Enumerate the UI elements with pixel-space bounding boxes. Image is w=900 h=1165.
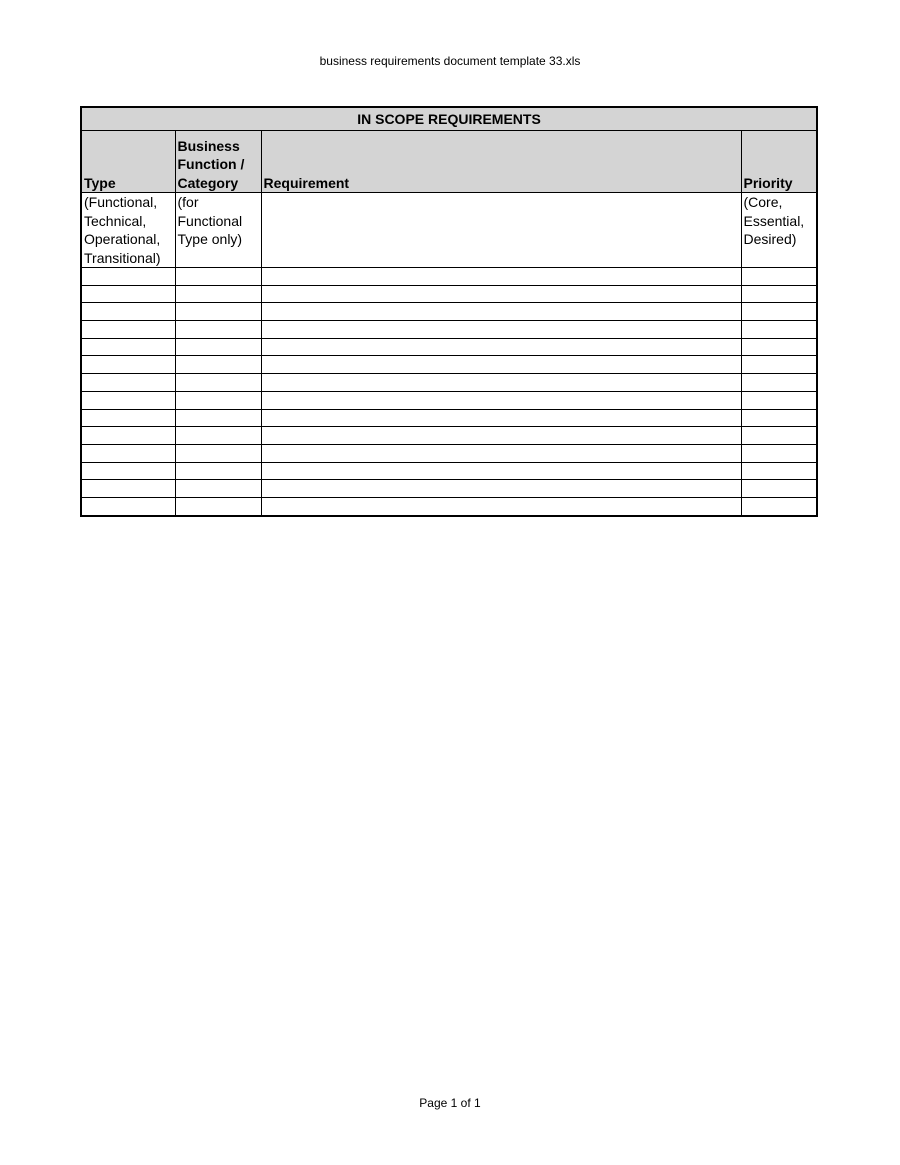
table-cell-requirement[interactable]	[261, 497, 741, 515]
table-cell-priority[interactable]	[741, 374, 817, 392]
table-row	[81, 303, 817, 321]
table-cell-type[interactable]	[81, 321, 175, 339]
table-row	[81, 285, 817, 303]
table-cell-priority[interactable]	[741, 427, 817, 445]
table-cell-business-function[interactable]	[175, 303, 261, 321]
table-cell-priority[interactable]	[741, 444, 817, 462]
table-row	[81, 409, 817, 427]
table-cell-requirement[interactable]	[261, 480, 741, 498]
table-cell-priority[interactable]	[741, 321, 817, 339]
table-cell-business-function[interactable]	[175, 338, 261, 356]
table-row	[81, 497, 817, 515]
column-description-priority: (Core, Essential, Desired)	[741, 193, 817, 268]
column-header-priority: Priority	[741, 131, 817, 193]
page-number: Page 1 of 1	[419, 1096, 481, 1110]
table-cell-requirement[interactable]	[261, 391, 741, 409]
table-row	[81, 462, 817, 480]
table-cell-type[interactable]	[81, 462, 175, 480]
column-description-type: (Functional, Technical, Operational, Transitional)	[81, 193, 175, 268]
document-header: business requirements document template 33.xls	[319, 54, 581, 68]
table-cell-type[interactable]	[81, 303, 175, 321]
table-row	[81, 338, 817, 356]
table-cell-business-function[interactable]	[175, 374, 261, 392]
table-cell-type[interactable]	[81, 268, 175, 286]
table-cell-type[interactable]	[81, 427, 175, 445]
column-header-type: Type	[81, 131, 175, 193]
table-cell-requirement[interactable]	[261, 338, 741, 356]
table-cell-priority[interactable]	[741, 391, 817, 409]
table-cell-requirement[interactable]	[261, 444, 741, 462]
column-description-row	[81, 193, 817, 268]
table-title-row	[81, 107, 817, 131]
table-cell-requirement[interactable]	[261, 356, 741, 374]
table-cell-type[interactable]	[81, 444, 175, 462]
table-cell-requirement[interactable]	[261, 285, 741, 303]
table-cell-type[interactable]	[81, 338, 175, 356]
table-row	[81, 391, 817, 409]
table-cell-business-function[interactable]	[175, 409, 261, 427]
table-cell-business-function[interactable]	[175, 444, 261, 462]
table-cell-requirement[interactable]	[261, 409, 741, 427]
table-cell-requirement[interactable]	[261, 374, 741, 392]
table-cell-type[interactable]	[81, 356, 175, 374]
table-cell-priority[interactable]	[741, 303, 817, 321]
table-cell-type[interactable]	[81, 480, 175, 498]
column-header-row	[81, 131, 817, 193]
table-title: IN SCOPE REQUIREMENTS	[81, 107, 817, 131]
table-cell-priority[interactable]	[741, 268, 817, 286]
table-cell-priority[interactable]	[741, 338, 817, 356]
table-cell-priority[interactable]	[741, 409, 817, 427]
table-cell-type[interactable]	[81, 409, 175, 427]
table-cell-business-function[interactable]	[175, 462, 261, 480]
column-header-business-function: Business Function / Category	[175, 131, 261, 193]
table-cell-business-function[interactable]	[175, 480, 261, 498]
table-row	[81, 427, 817, 445]
table-cell-business-function[interactable]	[175, 497, 261, 515]
table-cell-business-function[interactable]	[175, 356, 261, 374]
table-cell-requirement[interactable]	[261, 268, 741, 286]
table-row	[81, 374, 817, 392]
table-row	[81, 356, 817, 374]
table-cell-business-function[interactable]	[175, 268, 261, 286]
table-cell-type[interactable]	[81, 391, 175, 409]
table-cell-requirement[interactable]	[261, 321, 741, 339]
column-description-business-function: (for Functional Type only)	[175, 193, 261, 268]
column-description-requirement	[261, 193, 741, 268]
table-cell-priority[interactable]	[741, 497, 817, 515]
table-cell-business-function[interactable]	[175, 285, 261, 303]
table-cell-type[interactable]	[81, 497, 175, 515]
table-cell-type[interactable]	[81, 374, 175, 392]
table-row	[81, 444, 817, 462]
table-cell-requirement[interactable]	[261, 462, 741, 480]
requirements-table	[80, 106, 818, 517]
table-cell-business-function[interactable]	[175, 427, 261, 445]
table-row	[81, 321, 817, 339]
column-header-requirement: Requirement	[261, 131, 741, 193]
table-cell-type[interactable]	[81, 285, 175, 303]
table-cell-priority[interactable]	[741, 480, 817, 498]
table-cell-priority[interactable]	[741, 356, 817, 374]
table-cell-requirement[interactable]	[261, 303, 741, 321]
table-cell-priority[interactable]	[741, 285, 817, 303]
table-cell-business-function[interactable]	[175, 321, 261, 339]
table-cell-business-function[interactable]	[175, 391, 261, 409]
table-cell-priority[interactable]	[741, 462, 817, 480]
table-cell-requirement[interactable]	[261, 427, 741, 445]
table-row	[81, 480, 817, 498]
table-row	[81, 268, 817, 286]
